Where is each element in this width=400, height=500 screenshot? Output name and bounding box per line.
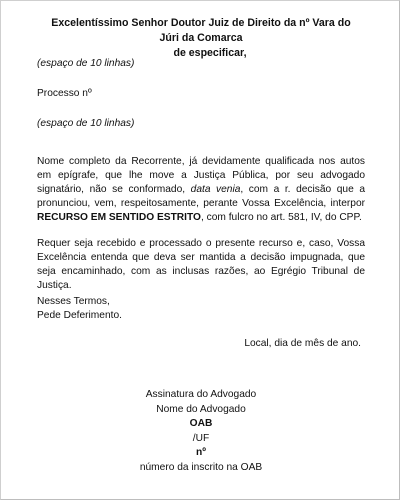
recurso-title: RECURSO EM SENTIDO ESTRITO: [37, 212, 201, 223]
signature-line: Assinatura do Advogado: [145, 389, 257, 400]
oab-number-label: nº: [196, 447, 206, 458]
header-line-1: Excelentíssimo Senhor Doutor Juiz de Direito da nº Vara do Júri da Comarca: [51, 17, 351, 44]
closing-block: [37, 295, 122, 323]
spacer-note-2: (espaço de 10 linhas): [37, 118, 135, 129]
oab-uf: /UF: [192, 432, 210, 444]
paragraph-1-text-a: Nome completo da Recorrente, já devidamente qualificada nos autos em epígrafe, que lhe move a Justiça Pública, por seu advogado signatário, não se conformado,: [37, 156, 365, 195]
signature-block: [81, 388, 321, 475]
petition-paragraph-1: [37, 155, 365, 225]
document-header: [41, 16, 361, 61]
lawyer-name: Nome do Advogado: [156, 403, 246, 415]
closing-line-2: Pede Deferimento.: [37, 310, 122, 321]
petition-paragraph-2: Requer seja recebido e processado o presente recurso e, caso, Vossa Excelência entenda que deva ser mantida a decisão impugnada, que seja encaminhado, com as inclusas razões, ao Egrégio Tribunal de Justiça.: [37, 238, 365, 291]
paragraph-1-italic: data venia: [190, 184, 241, 195]
paragraph-1-text-b: , com a r. decisão que a pronunciou, vem, respeitosamente, perante Vossa Excelência, interpor: [37, 184, 365, 209]
closing-line-1: Nesses Termos,: [37, 296, 110, 307]
local-date: Local, dia de mês de ano.: [244, 338, 361, 349]
oab-number-text: número da inscrito na OAB: [139, 461, 263, 473]
spacer-note-1: (espaço de 10 linhas): [37, 58, 135, 69]
paragraph-1-text-c: , com fulcro no art. 581, IV, do CPP.: [200, 212, 362, 223]
processo-label: Processo nº: [37, 88, 92, 99]
oab-label: OAB: [189, 418, 213, 429]
header-line-2: de especificar,: [173, 47, 247, 59]
oab-line: [81, 417, 321, 475]
